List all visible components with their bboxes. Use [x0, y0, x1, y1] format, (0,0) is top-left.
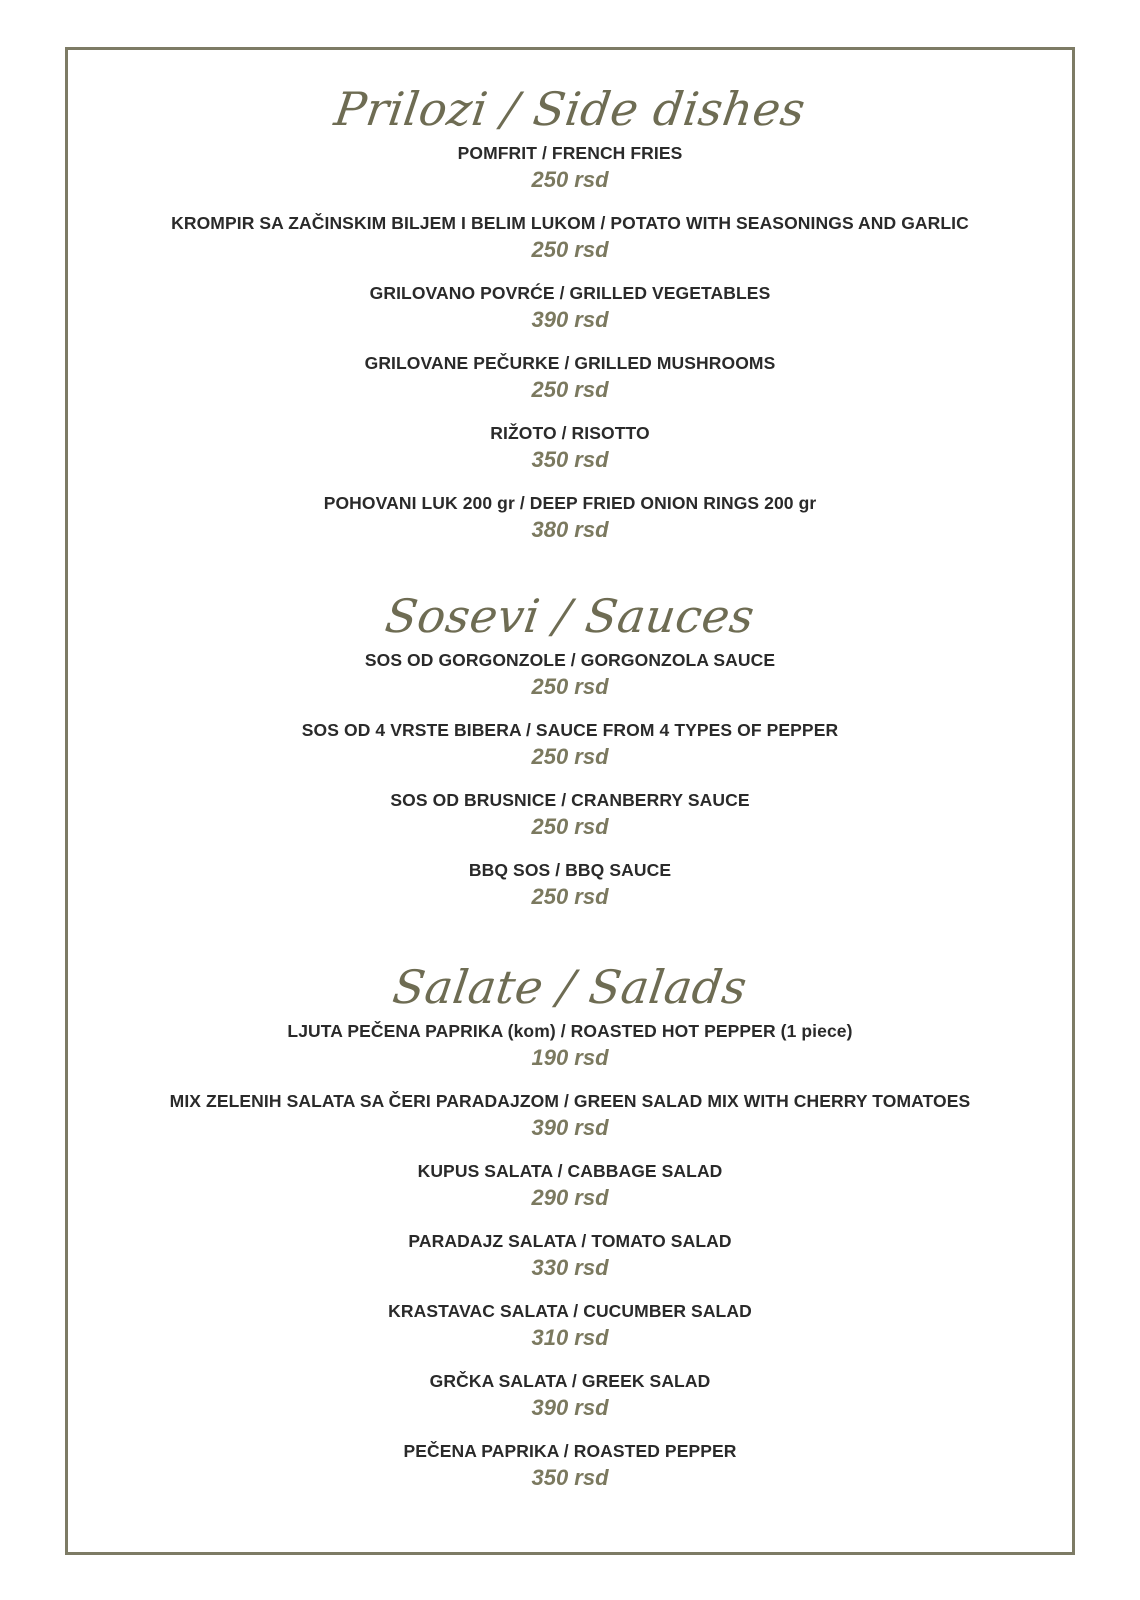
menu-item: [68, 1300, 1072, 1352]
item-price: 250 rsd: [531, 814, 609, 839]
menu-item: [68, 142, 1072, 194]
item-name: POMFRIT / FRENCH FRIES: [457, 143, 683, 163]
item-price: 290 rsd: [531, 1185, 609, 1210]
menu-item: [68, 282, 1072, 334]
item-price: 350 rsd: [531, 447, 609, 472]
item-price: 330 rsd: [531, 1255, 609, 1280]
menu-item: [68, 789, 1072, 841]
menu-item: [68, 492, 1072, 544]
item-name: SOS OD 4 VRSTE BIBERA / SAUCE FROM 4 TYPES OF PEPPER: [301, 720, 839, 740]
item-price: 390 rsd: [531, 1395, 609, 1420]
item-price: 390 rsd: [531, 307, 609, 332]
item-price: 250 rsd: [531, 884, 609, 909]
item-name: KUPUS SALATA / CABBAGE SALAD: [417, 1161, 723, 1181]
item-price: 190 rsd: [531, 1045, 609, 1070]
item-price: 250 rsd: [531, 377, 609, 402]
item-name: GRILOVANO POVRĆE / GRILLED VEGETABLES: [369, 283, 771, 303]
section-title: Prilozi / Side dishes: [331, 82, 809, 136]
section-title: Sosevi / Sauces: [382, 589, 758, 643]
item-name: SOS OD BRUSNICE / CRANBERRY SAUCE: [390, 790, 750, 810]
item-name: SOS OD GORGONZOLE / GORGONZOLA SAUCE: [364, 650, 776, 670]
menu-item: [68, 719, 1072, 771]
section-title: Salate / Salads: [389, 960, 751, 1014]
item-name: PARADAJZ SALATA / TOMATO SALAD: [408, 1231, 732, 1251]
item-name: GRILOVANE PEČURKE / GRILLED MUSHROOMS: [364, 353, 776, 373]
item-price: 380 rsd: [531, 517, 609, 542]
section-sauces: [68, 586, 1072, 911]
item-name: KROMPIR SA ZAČINSKIM BILJEM I BELIM LUKOM / POTATO WITH SEASONINGS AND GARLIC: [171, 213, 969, 233]
item-name: MIX ZELENIH SALATA SA ČERI PARADAJZOM / GREEN SALAD MIX WITH CHERRY TOMATOES: [169, 1091, 971, 1111]
section-salads: [68, 957, 1072, 1492]
item-name: LJUTA PEČENA PAPRIKA (kom) / ROASTED HOT PEPPER (1 piece): [287, 1021, 853, 1041]
item-name: RIŽOTO / RISOTTO: [490, 423, 650, 443]
item-price: 250 rsd: [531, 237, 609, 262]
menu-item: [68, 212, 1072, 264]
item-name: KRASTAVAC SALATA / CUCUMBER SALAD: [388, 1301, 752, 1321]
menu-item: [68, 859, 1072, 911]
item-price: 250 rsd: [531, 674, 609, 699]
menu-item: [68, 1160, 1072, 1212]
item-name: GRČKA SALATA / GREEK SALAD: [429, 1371, 711, 1391]
section-side-dishes: [68, 79, 1072, 544]
menu-item: [68, 1090, 1072, 1142]
menu-item: [68, 422, 1072, 474]
menu-item: [68, 1020, 1072, 1072]
item-price: 310 rsd: [531, 1325, 609, 1350]
item-price: 250 rsd: [531, 744, 609, 769]
item-price: 390 rsd: [531, 1115, 609, 1140]
item-name: PEČENA PAPRIKA / ROASTED PEPPER: [403, 1441, 737, 1461]
item-price: 250 rsd: [531, 167, 609, 192]
menu-item: [68, 1370, 1072, 1422]
menu-item: [68, 1230, 1072, 1282]
item-name: BBQ SOS / BBQ SAUCE: [468, 860, 672, 880]
menu-item: [68, 649, 1072, 701]
item-name: POHOVANI LUK 200 gr / DEEP FRIED ONION RINGS 200 gr: [323, 493, 817, 513]
menu-item: [68, 352, 1072, 404]
menu-item: [68, 1440, 1072, 1492]
item-price: 350 rsd: [531, 1465, 609, 1490]
